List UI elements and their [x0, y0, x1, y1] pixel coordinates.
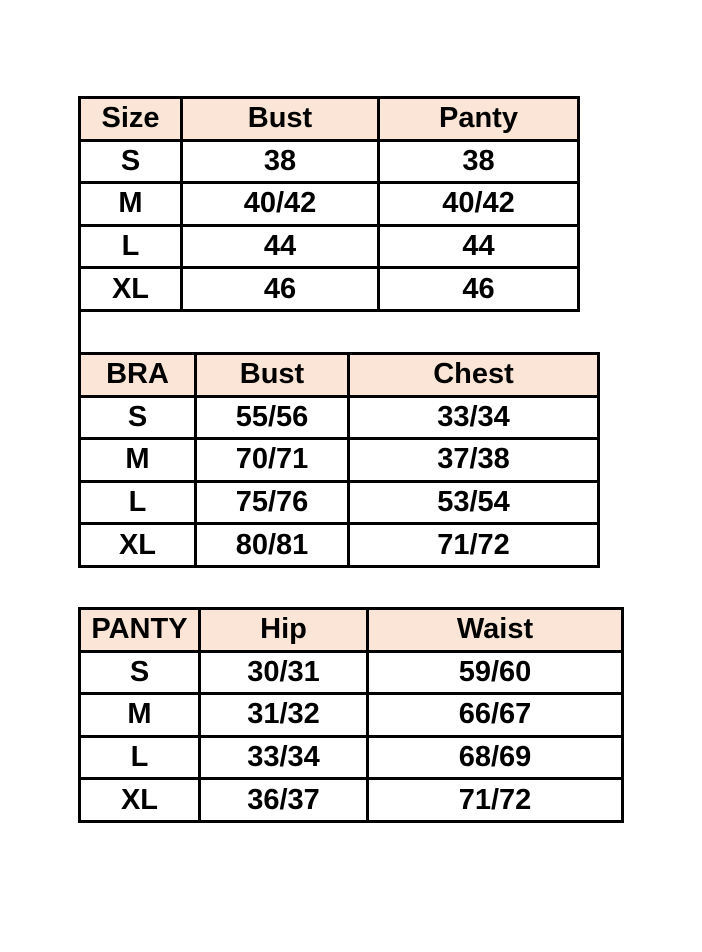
table-row	[80, 694, 623, 737]
value-cell: 44	[379, 225, 579, 268]
value-cell: 44	[182, 225, 379, 268]
value-cell: 75/76	[196, 481, 349, 524]
table-row	[80, 524, 599, 567]
table-row	[80, 651, 623, 694]
header-cell-waist: Waist	[368, 609, 623, 652]
header-cell-chest: Chest	[349, 354, 599, 397]
value-cell: 53/54	[349, 481, 599, 524]
size-chart-table	[78, 96, 580, 312]
size-cell: M	[80, 183, 182, 226]
value-cell: 71/72	[349, 524, 599, 567]
value-cell: 36/37	[200, 779, 368, 822]
value-cell: 30/31	[200, 651, 368, 694]
table-header-row	[80, 354, 599, 397]
value-cell: 40/42	[379, 183, 579, 226]
header-cell-size: Size	[80, 98, 182, 141]
table-row	[80, 140, 579, 183]
table-row	[80, 183, 579, 226]
value-cell: 46	[182, 268, 379, 311]
size-cell: L	[80, 225, 182, 268]
table-row	[80, 225, 579, 268]
value-cell: 31/32	[200, 694, 368, 737]
table-row	[80, 396, 599, 439]
value-cell: 38	[379, 140, 579, 183]
size-cell: XL	[80, 524, 196, 567]
size-cell: M	[80, 439, 196, 482]
header-cell-panty: PANTY	[80, 609, 200, 652]
value-cell: 66/67	[368, 694, 623, 737]
size-cell: S	[80, 651, 200, 694]
value-cell: 37/38	[349, 439, 599, 482]
header-cell-panty: Panty	[379, 98, 579, 141]
header-cell-hip: Hip	[200, 609, 368, 652]
size-cell: S	[80, 396, 196, 439]
table-row	[80, 268, 579, 311]
value-cell: 38	[182, 140, 379, 183]
size-cell: L	[80, 736, 200, 779]
value-cell: 46	[379, 268, 579, 311]
size-cell: S	[80, 140, 182, 183]
value-cell: 59/60	[368, 651, 623, 694]
value-cell: 55/56	[196, 396, 349, 439]
header-cell-bra: BRA	[80, 354, 196, 397]
size-cell: M	[80, 694, 200, 737]
size-cell: L	[80, 481, 196, 524]
value-cell: 80/81	[196, 524, 349, 567]
value-cell: 71/72	[368, 779, 623, 822]
value-cell: 33/34	[200, 736, 368, 779]
size-cell: XL	[80, 779, 200, 822]
panty-size-table	[78, 607, 624, 823]
value-cell: 70/71	[196, 439, 349, 482]
value-cell: 33/34	[349, 396, 599, 439]
value-cell: 40/42	[182, 183, 379, 226]
table-row	[80, 481, 599, 524]
table-row	[80, 439, 599, 482]
table-header-row	[80, 98, 579, 141]
size-cell: XL	[80, 268, 182, 311]
table-header-row	[80, 609, 623, 652]
left-border-connector-line	[78, 308, 81, 355]
header-cell-bust: Bust	[196, 354, 349, 397]
table-row	[80, 779, 623, 822]
table-row	[80, 736, 623, 779]
value-cell: 68/69	[368, 736, 623, 779]
header-cell-bust: Bust	[182, 98, 379, 141]
bra-size-table	[78, 352, 600, 568]
